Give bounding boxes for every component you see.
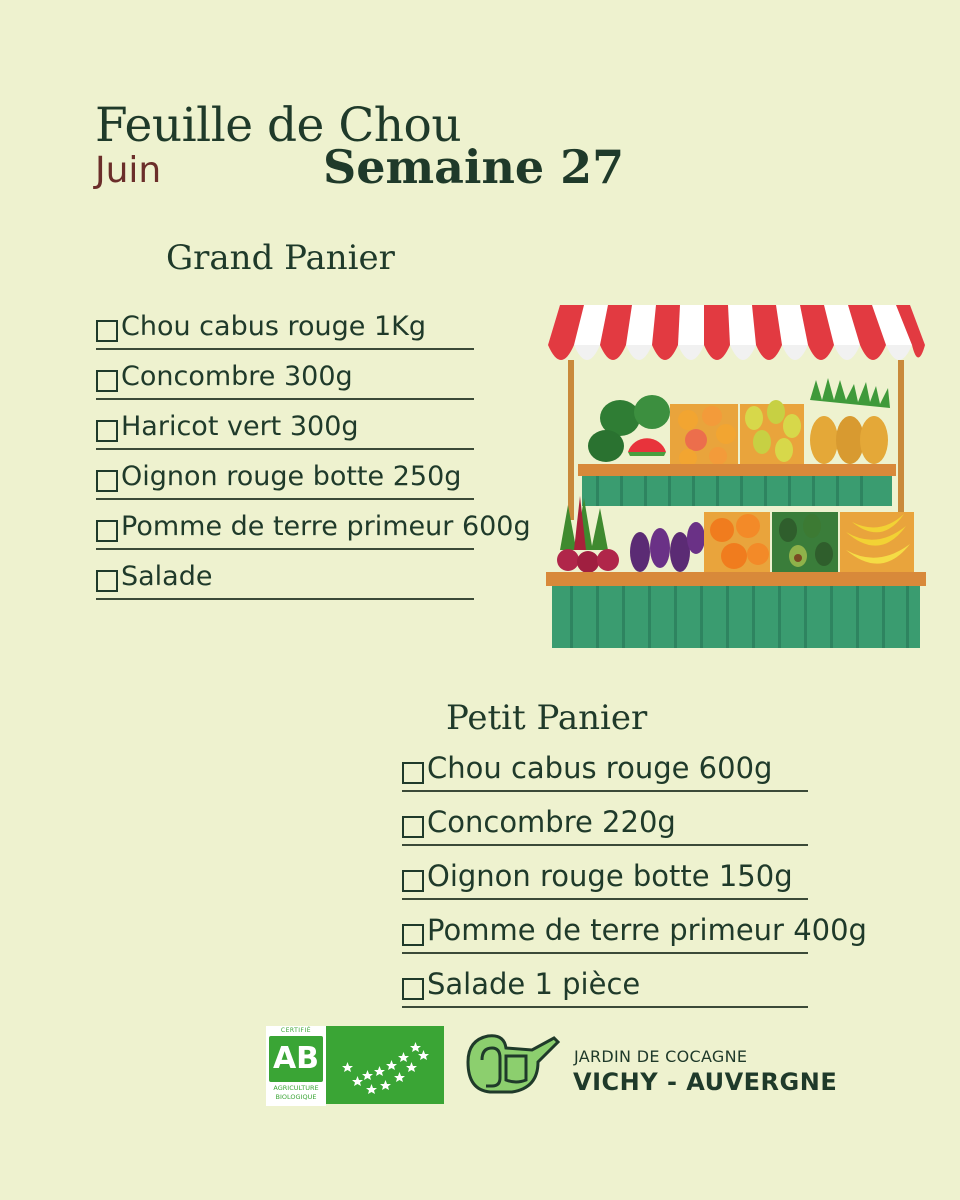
- checkbox[interactable]: [402, 816, 424, 838]
- checkbox[interactable]: [96, 420, 118, 442]
- list-item: [402, 738, 867, 792]
- ab-mark: AB: [272, 1041, 320, 1076]
- checkbox[interactable]: [96, 320, 118, 342]
- list-item: [402, 900, 867, 954]
- ab-badge: [269, 1036, 323, 1082]
- item-label: Pomme de terre primeur 600g: [121, 511, 531, 542]
- checkbox[interactable]: [96, 570, 118, 592]
- checkbox[interactable]: [96, 520, 118, 542]
- petit-panier-list: [402, 738, 867, 1008]
- divider: [402, 1006, 808, 1008]
- petit-panier-heading: Petit Panier: [446, 698, 648, 738]
- lower-shelf: [546, 496, 926, 648]
- eu-organic-logo: [326, 1026, 444, 1104]
- market-stall-illustration: [540, 300, 930, 652]
- item-label: Concombre 220g: [427, 805, 676, 839]
- ab-caption-1: AGRICULTURE: [273, 1084, 319, 1092]
- checkbox[interactable]: [96, 470, 118, 492]
- list-item: [96, 300, 531, 350]
- item-label: Haricot vert 300g: [121, 411, 359, 442]
- checkbox[interactable]: [402, 978, 424, 1000]
- list-item: [96, 350, 531, 400]
- grand-panier-heading: Grand Panier: [166, 238, 395, 278]
- jardin-location: VICHY - AUVERGNE: [573, 1068, 838, 1096]
- item-label: Salade: [121, 561, 213, 592]
- item-label: Salade 1 pièce: [427, 967, 641, 1001]
- ab-certifie-text: CERTIFIÉ: [280, 1027, 312, 1034]
- awning: [548, 305, 925, 360]
- list-item: [96, 400, 531, 450]
- divider: [96, 598, 474, 600]
- ab-caption-2: BIOLOGIQUE: [275, 1093, 317, 1101]
- list-item: [402, 792, 867, 846]
- item-label: Chou cabus rouge 600g: [427, 751, 773, 785]
- jardin-name: JARDIN DE COCAGNE: [574, 1047, 748, 1066]
- upper-shelf: [578, 378, 896, 506]
- item-label: Oignon rouge botte 250g: [121, 461, 462, 492]
- month-label: Juin: [95, 150, 162, 191]
- item-label: Concombre 300g: [121, 361, 353, 392]
- ab-logo: [266, 1026, 326, 1106]
- item-label: Pomme de terre primeur 400g: [427, 913, 867, 947]
- list-item: [402, 846, 867, 900]
- checkbox[interactable]: [96, 370, 118, 392]
- item-label: Chou cabus rouge 1Kg: [121, 311, 426, 342]
- list-item: [96, 450, 531, 500]
- watering-can-logo-icon: [460, 1026, 562, 1098]
- grand-panier-list: [96, 300, 531, 600]
- checkbox[interactable]: [402, 762, 424, 784]
- page-title: Feuille de Chou: [95, 98, 462, 153]
- item-label: Oignon rouge botte 150g: [427, 859, 793, 893]
- checkbox[interactable]: [402, 924, 424, 946]
- list-item: [96, 500, 531, 550]
- week-label: Semaine 27: [323, 140, 625, 194]
- list-item: [96, 550, 531, 600]
- checkbox[interactable]: [402, 870, 424, 892]
- list-item: [402, 954, 867, 1008]
